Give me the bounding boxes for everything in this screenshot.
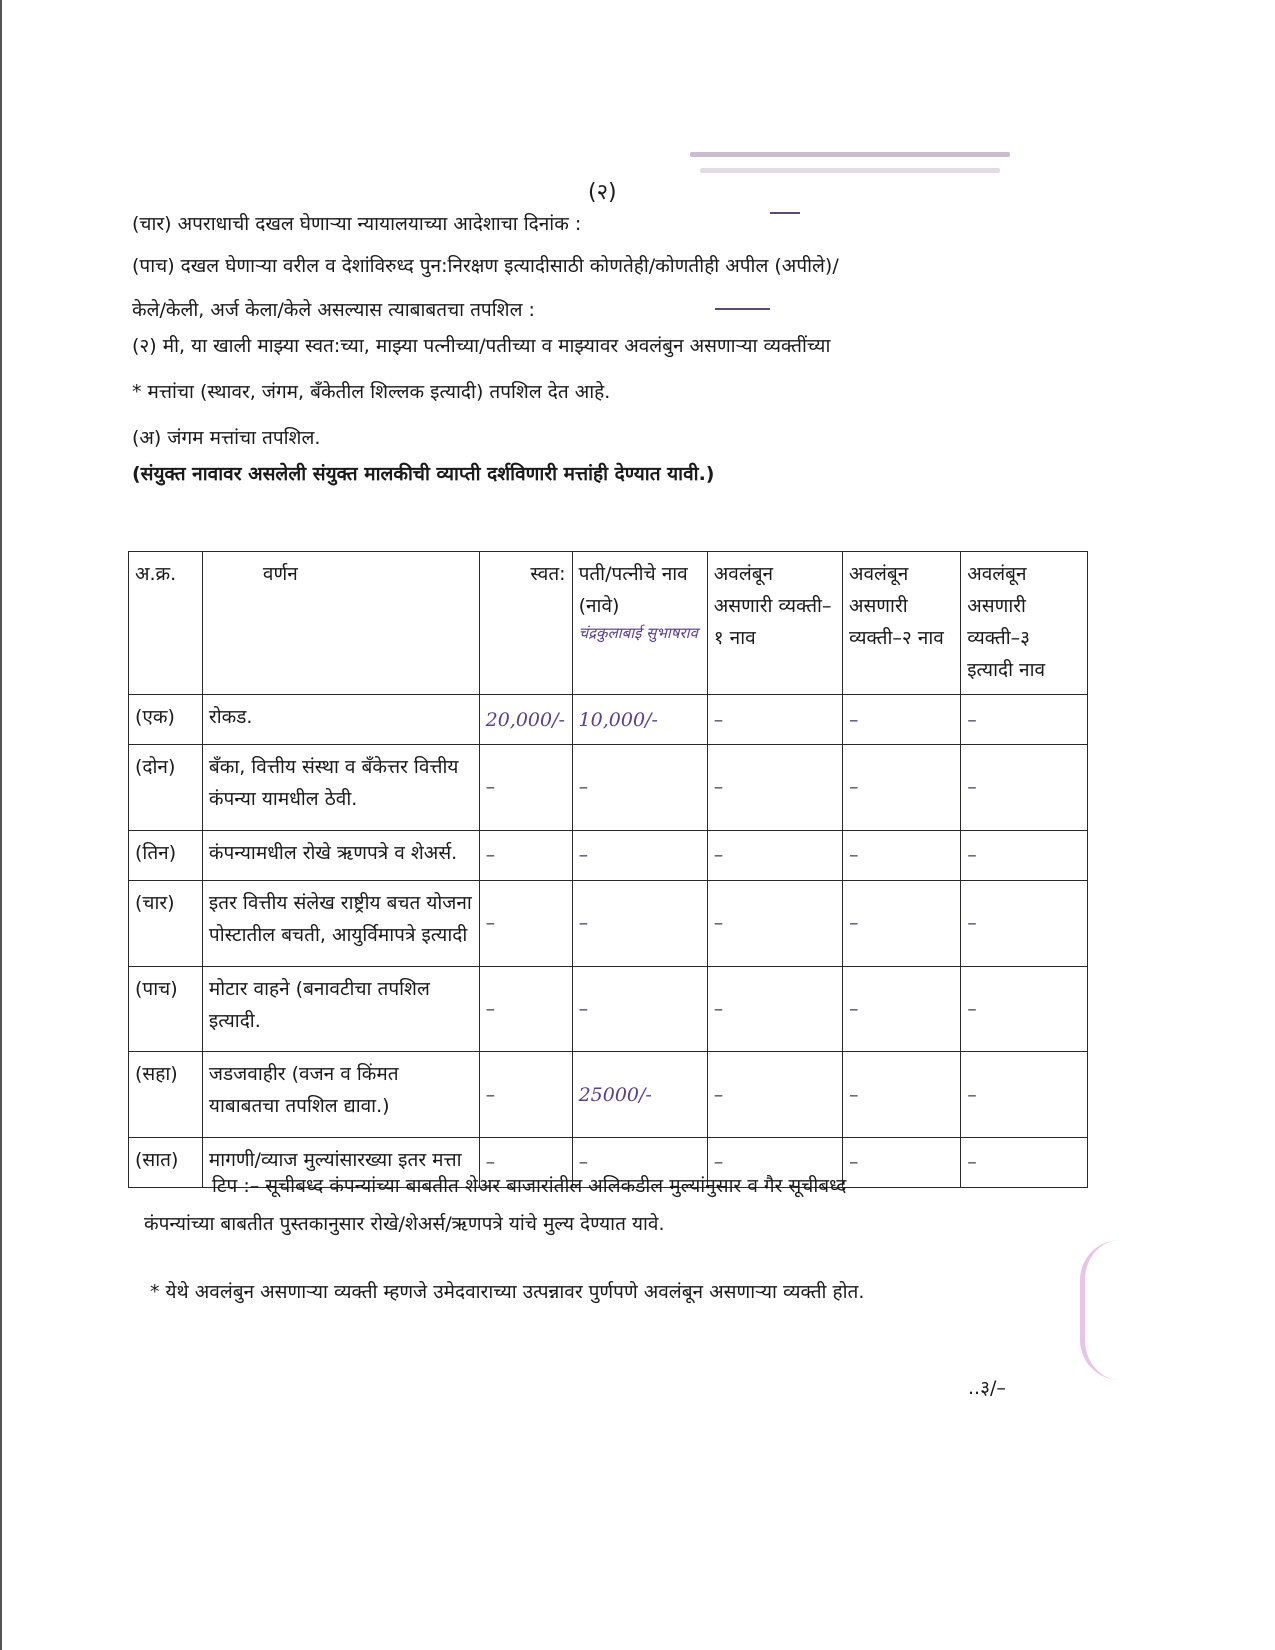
- header-description: वर्णन: [202, 552, 479, 695]
- cell-dep3: –: [961, 830, 1088, 880]
- cell-dep2: –: [842, 966, 960, 1052]
- cell-self: –: [479, 830, 572, 880]
- table-row: [129, 695, 1088, 745]
- cell-dep2: –: [842, 1137, 960, 1187]
- cell-spouse: –: [572, 830, 707, 880]
- cell-dep2: –: [842, 880, 960, 966]
- cell-sr: (पाच): [129, 966, 203, 1052]
- cell-sr: (एक): [129, 695, 203, 745]
- cell-dep1: –: [707, 1137, 842, 1187]
- header-dependent-1: अवलंबून असणारी व्यक्ती–१ नाव: [707, 552, 842, 695]
- cell-dep1: –: [707, 1052, 842, 1138]
- header-self: स्वत:: [479, 552, 572, 695]
- cell-dep2: –: [842, 695, 960, 745]
- cell-dep2: –: [842, 1052, 960, 1138]
- faded-stamp: [690, 148, 1030, 188]
- cell-sr: (दोन): [129, 745, 203, 831]
- movable-assets-table: [128, 551, 1088, 1188]
- cell-desc: मागणी/व्याज मुल्यांसारख्या इतर मत्ता: [202, 1137, 479, 1187]
- cell-desc: इतर वित्तीय संलेख राष्ट्रीय बचत योजना पोस्टातील बचती, आयुर्विमापत्रे इत्यादी: [202, 880, 479, 966]
- cell-dep1: –: [707, 830, 842, 880]
- cell-desc: मोटार वाहने (बनावटीचा तपशिल इत्यादी.: [202, 966, 479, 1052]
- cell-dep3: –: [961, 1137, 1088, 1187]
- line-appeal: (पाच) दखल घेणाऱ्या वरील व देशांविरुध्द पुन:निरक्षण इत्यादीसाठी कोणतेही/कोणतीही अपील (अपीले)/: [132, 255, 839, 277]
- cell-desc: कंपन्यामधील रोखे ऋणपत्रे व शेअर्स.: [202, 830, 479, 880]
- cell-dep3: –: [961, 966, 1088, 1052]
- cell-sr: (तिन): [129, 830, 203, 880]
- spouse-name-handwritten: चंद्रकुलाबाई सुभाषराव: [578, 624, 698, 642]
- line-appeal-details: केले/केली, अर्ज केला/केले असल्यास त्याबाबतचा तपशिल :: [132, 299, 535, 321]
- line-joint-ownership: (संयुक्त नावावर असलेली संयुक्त मालकीची व्याप्ती दर्शविणारी मत्तांही देण्यात यावी.): [132, 463, 715, 485]
- cell-spouse: 10,000/-: [572, 695, 707, 745]
- tip-line-2: कंपन्यांच्या बाबतीत पुस्तकानुसार रोखे/शेअर्स/ऋणपत्रे यांचे मुल्य देण्यात यावे.: [144, 1213, 665, 1235]
- partial-stamp: [1080, 1240, 1129, 1380]
- table-row: [129, 880, 1088, 966]
- table-row: [129, 830, 1088, 880]
- cell-self: –: [479, 966, 572, 1052]
- cell-sr: (चार): [129, 880, 203, 966]
- cell-sr: (सहा): [129, 1052, 203, 1138]
- cell-dep2: –: [842, 745, 960, 831]
- cell-spouse: –: [572, 880, 707, 966]
- tip-line-1: टिप :– सूचीबध्द कंपन्यांच्या बाबतीत शेअर बाजारांतील अलिकडील मुल्यांनुसार व गैर सूचीबध्द: [212, 1175, 847, 1197]
- cell-self: –: [479, 880, 572, 966]
- cell-dep1: –: [707, 880, 842, 966]
- table-row: [129, 1052, 1088, 1138]
- cell-desc: जडजवाहीर (वजन व किंमत याबाबतचा तपशिल द्यावा.): [202, 1052, 479, 1138]
- cell-self: –: [479, 1052, 572, 1138]
- cell-dep1: –: [707, 966, 842, 1052]
- cell-self: –: [479, 745, 572, 831]
- cell-dep1: –: [707, 745, 842, 831]
- cell-sr: (सात): [129, 1137, 203, 1187]
- cell-dep3: –: [961, 695, 1088, 745]
- header-dependent-2: अवलंबून असणारी व्यक्ती–२ नाव: [842, 552, 960, 695]
- header-dependent-3: अवलंबून असणारी व्यक्ती–३ इत्यादी नाव: [961, 552, 1088, 695]
- cell-dep3: –: [961, 1052, 1088, 1138]
- line-assets-intro: (२) मी, या खाली माझ्या स्वत:च्या, माझ्या पत्नीच्या/पतीच्या व माझ्यावर अवलंबुन असणाऱ्या व्यक्तींच्या: [132, 335, 831, 357]
- handwritten-dash: [715, 308, 770, 310]
- cell-dep1: –: [707, 695, 842, 745]
- table-header-row: [129, 552, 1088, 695]
- line-court-order-date: (चार) अपराधाची दखल घेणाऱ्या न्यायालयाच्या आदेशाचा दिनांक :: [132, 213, 582, 235]
- header-spouse-label: पती/पत्नीचे नाव (नावे): [578, 563, 688, 617]
- cell-self: –: [479, 1137, 572, 1187]
- cell-spouse: –: [572, 745, 707, 831]
- line-movable-assets: (अ) जंगम मत्तांचा तपशिल.: [132, 427, 321, 449]
- cell-spouse: –: [572, 1137, 707, 1187]
- continued-marker: ..३/–: [968, 1377, 1006, 1399]
- scan-edge: [0, 0, 2, 1650]
- line-assets-types: * मत्तांचा (स्थावर, जंगम, बँकेतील शिल्लक इत्यादी) तपशिल देत आहे.: [132, 381, 611, 403]
- header-sr: अ.क्र.: [129, 552, 203, 695]
- table-row: [129, 745, 1088, 831]
- header-spouse: [572, 552, 707, 695]
- cell-dep3: –: [961, 745, 1088, 831]
- handwritten-dash: [770, 212, 800, 214]
- footnote-dependents: * येथे अवलंबुन असणाऱ्या व्यक्ती म्हणजे उमेदवाराच्या उत्पन्नावर पुर्णपणे अवलंबून असणाऱ्या व्यक्ती होत.: [150, 1281, 865, 1303]
- cell-spouse: 25000/-: [572, 1052, 707, 1138]
- cell-desc: रोकड.: [202, 695, 479, 745]
- cell-dep2: –: [842, 830, 960, 880]
- cell-dep3: –: [961, 880, 1088, 966]
- cell-spouse: –: [572, 966, 707, 1052]
- table-row: [129, 966, 1088, 1052]
- cell-desc: बँका, वित्तीय संस्था व बँकेत्तर वित्तीय कंपन्या यामधील ठेवी.: [202, 745, 479, 831]
- cell-self: 20,000/-: [479, 695, 572, 745]
- page-number: (२): [588, 180, 617, 205]
